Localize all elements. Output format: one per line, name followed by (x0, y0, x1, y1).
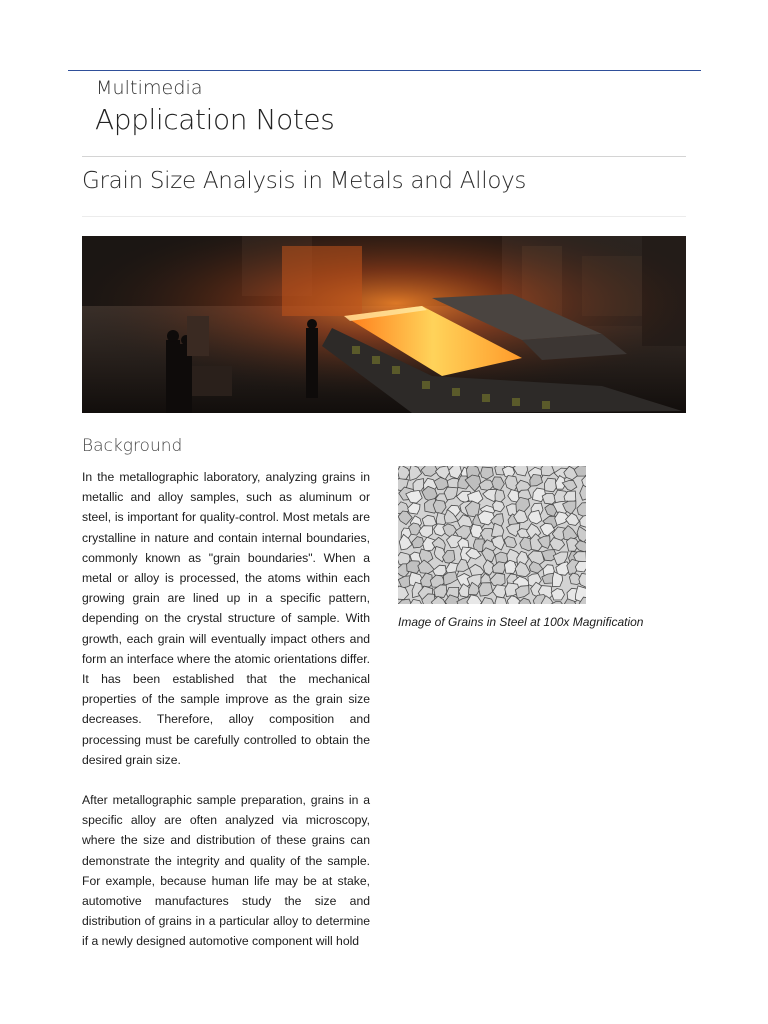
body-paragraph: In the metallographic laboratory, analyzing grains in metallic and alloy samples, such as aluminum or steel, is important for quality-control. Most metals are crystalline in nature and contain internal boundaries, commonly known as "grain boundaries". When a metal or alloy is processed, the atoms within each growing grain are lined up in a specific pattern, depending on the crystal structure of sample. With growth, each grain will eventually impact others and form an interface where the atomic orientations differ. It has been established that the mechanical properties of the sample improve as the grain size decreases. Therefore, alloy composition and processing must be carefully controlled to obtain the desired grain size. (82, 470, 370, 767)
title-divider (82, 216, 686, 217)
header-top-rule (68, 70, 701, 71)
document-title: Grain Size Analysis in Metals and Alloys (82, 168, 527, 194)
body-paragraph: After metallographic sample preparation, grains in a specific alloy are often analyzed via microscopy, where the size and distribution of these grains can demonstrate the integrity and quality of the sample. For example, because human life may be at stake, automotive manufactures study the size and distribution of grains in a particular alloy to determine if a newly designed automotive component will hold (82, 793, 370, 949)
document-type-heading: Application Notes (95, 103, 335, 136)
steel-mill-photo-icon (82, 236, 686, 413)
micrograph-image (398, 466, 586, 604)
section-heading-background: Background (82, 436, 183, 456)
steel-grains-micrograph-icon (398, 466, 586, 604)
figure-caption: Image of Grains in Steel at 100x Magnification (398, 615, 644, 629)
header-divider (82, 156, 686, 157)
series-label: Multimedia (96, 77, 203, 99)
hero-image (82, 236, 686, 413)
